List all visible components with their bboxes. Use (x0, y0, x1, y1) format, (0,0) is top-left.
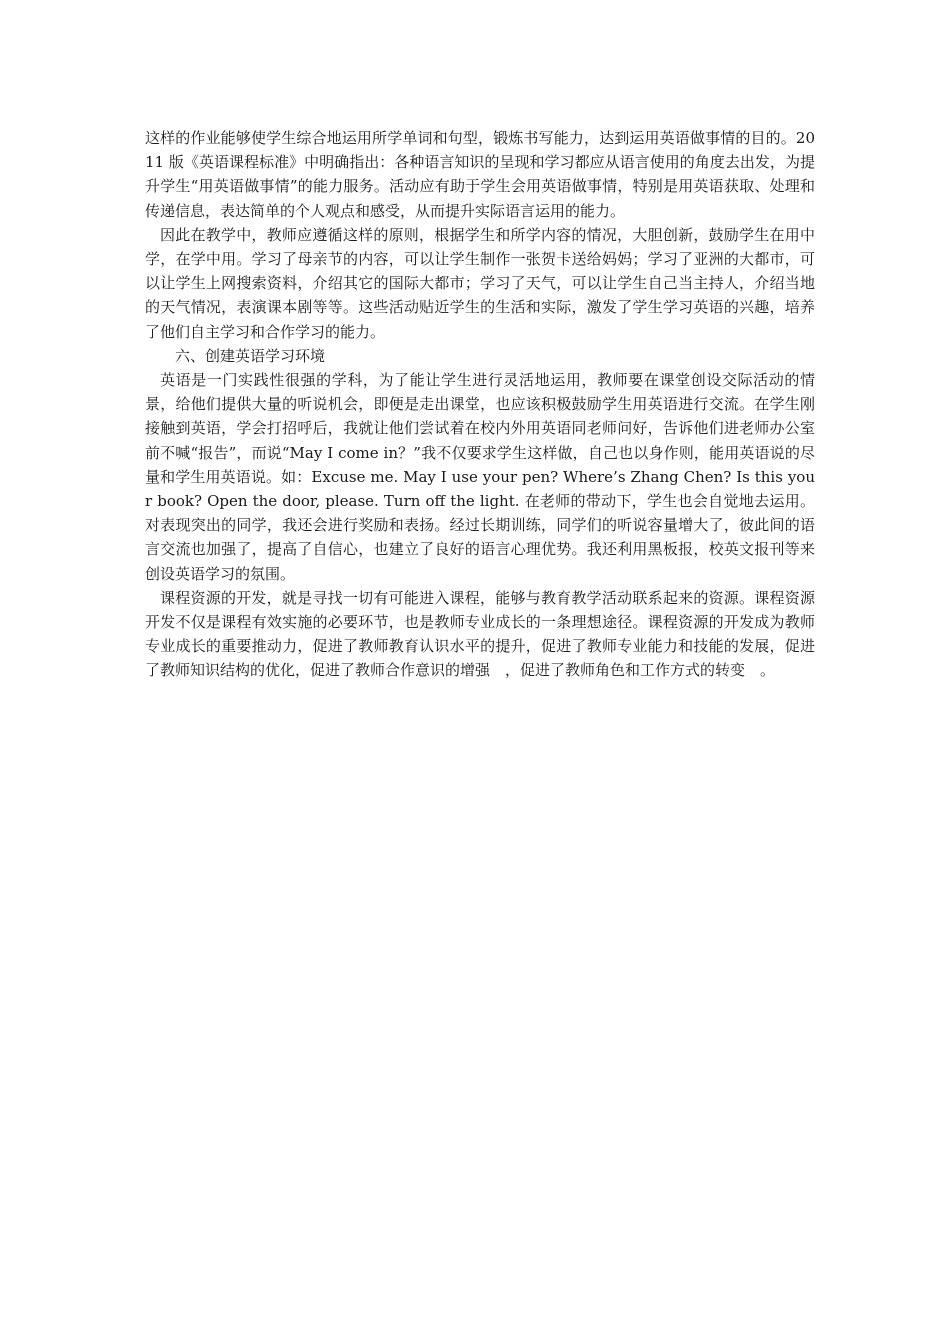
paragraph-teaching-principles: 因此在教学中，教师应遵循这样的原则，根据学生和所学内容的情况，大胆创新，鼓励学生在用中学，在学中用。学习了母亲节的内容，可以让学生制作一张贺卡送给妈妈；学习了亚洲的大都市，可以让学生上网搜索资料，介绍其它的国际大都市；学习了天气，可以让学生自己当主持人，介绍当地的天气情况，表演课本剧等等。这些活动贴近学生的生活和实际，激发了学生学习英语的兴趣，培养了他们自主学习和合作学习的能力。 (145, 225, 815, 341)
paragraph-practice-english: 英语是一门实践性很强的学科，为了能让学生进行灵活地运用，教师要在课堂创设交际活动的情景，给他们提供大量的听说机会，即便是走出课堂，也应该积极鼓励学生用英语进行交流。在学生刚接触到英语，学会打招呼后，我就让他们尝试着在校内外用英语同老师问好，告诉他们进老师办公室前不喊“报告”，而说“May I come in？”我不仅要求学生这样做，自己也以身作则，能用英语说的尽量和学生用英语说。如：Excuse me. May I use your pen? Where’s Zhang Chen? Is this your book? Open the door, please. Turn off the light. 在老师的带动下，学生也会自觉地去运用。对表现突出的同学，我还会进行奖励和表扬。经过长期训练，同学们的听说容量增大了，彼此间的语言交流也加强了，提高了自信心，也建立了良好的语言心理优势。我还利用黑板报，校英文报刊等来创设英语学习的氛围。 (145, 371, 815, 583)
section-heading-english-environment: 六、创建英语学习环境 (175, 346, 326, 365)
paragraph-homework-purpose: 这样的作业能够使学生综合地运用所学单词和句型，锻炼书写能力，达到运用英语做事情的目的。2011 版《英语课程标准》中明确指出：各种语言知识的呈现和学习都应从语言使用的角度去出发，为提升学生“用英语做事情”的能力服务。活动应有助于学生会用英语做事情，特别是用英语获取、处理和传递信息，表达简单的个人观点和感受，从而提升实际语言运用的能力。 (145, 129, 815, 220)
paragraph-curriculum-resources: 课程资源的开发，就是寻找一切有可能进入课程，能够与教育教学活动联系起来的资源。课程资源开发不仅是课程有效实施的必要环节，也是教师专业成长的一条理想途径。课程资源的开发成为教师专业成长的重要推动力，促进了教师教育认识水平的提升，促进了教师专业能力和技能的发展，促进了教师知识结构的优化，促进了教师合作意识的增强 ，促进了教师角色和工作方式的转变 。 (145, 588, 815, 680)
document-body (145, 126, 815, 683)
